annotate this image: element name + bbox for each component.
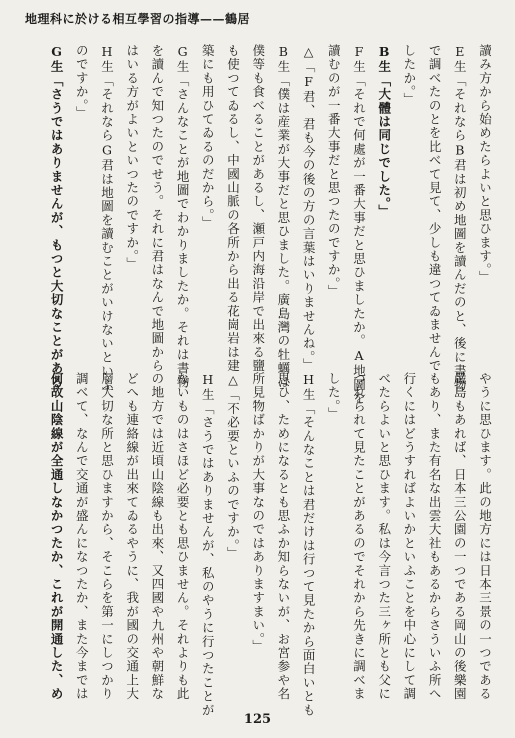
text-column: 所見物ばかりが大事なのではありますまい。」 — [250, 372, 266, 654]
text-column: H生「それならG君は地圖を讀むことがいけないといふ — [99, 44, 115, 392]
text-column: H生「さうではありませんが、私のやうに行つたことが — [200, 372, 216, 717]
text-column: つれられて見たことがあるのでそれから先きに調べま — [351, 372, 367, 701]
text-column: △「F君、君も今の後の方の言葉はいりませんね。」 — [301, 44, 317, 372]
text-column: も使つてゐるし、中國山脈の各所から出る花崗岩は建 — [225, 44, 241, 373]
text-column: B生「大體は同じでした。」 — [376, 44, 392, 219]
text-column: で調べたのとを比べて見て、少しも違つてゐませんで — [427, 44, 443, 373]
text-column: 僕等も食べることがあるし、瀬戸内海沿岸で出來る鹽 — [250, 44, 266, 373]
text-column: 行くにはどうすればよいかといふことを中心にして調 — [401, 372, 417, 701]
text-column: やうに思ひます。此の地方には日本三景の一つである — [477, 372, 493, 701]
text-column: した。」 — [326, 372, 342, 421]
text-column: べたらよいと思ひます。私は今言つた三ヶ所とも父に — [376, 372, 392, 701]
text-column: もあり、また有名な出雲大社もあるからさういふ所へ — [427, 372, 443, 701]
text-column: 層大切な所と思ひますから、そこらを第一にしつかり — [99, 372, 115, 701]
text-column: 思ひ、ためになるとも思ふか知らないが、お宮参や名 — [275, 372, 291, 701]
text-column: のですか。」 — [74, 44, 90, 120]
running-header: 地理科に於ける相互學習の指導——鶴居 — [25, 12, 251, 26]
text-column: 嚴島もあれば、日本三公園の一つである岡山の後樂園 — [452, 372, 468, 701]
text-column: F生「それで何處が一番大事だと思ひましたか。A地圖を — [351, 44, 367, 406]
text-column: H生「そんなことは君だけは行つて見たから面白いとも — [301, 372, 317, 717]
text-column: したか。」 — [401, 44, 417, 107]
text-column: の地方では近頃山陰線も出來、又四國や九州や朝鮮な — [149, 372, 165, 701]
text-column: 何故山陰線が全通しなかつたか、これが開通した、め — [49, 372, 65, 701]
text-column: はいる方がよいといつたのですか。」 — [124, 44, 140, 271]
text-column: ないものはさほど必要とも思ひません。それよりも此 — [175, 372, 191, 701]
page-number: 125 — [243, 712, 272, 727]
text-column: △「不必要といふのですか。」 — [225, 372, 241, 561]
text-column: どへも連絡線が出來てゐるやうに、我が國の交通上大 — [124, 372, 140, 701]
text-column: 讀み方から始めたらよいと思ひます。」 — [477, 44, 493, 285]
text-column: G生「さうではありませんが、もつと大切なことがある — [49, 44, 65, 389]
text-column: 築にも用ひてゐるのだから。」 — [200, 44, 216, 230]
text-column: を讀んで知つたのでせう。それに君はなんで地圖から — [149, 44, 165, 373]
text-column: 調べて、なんで交通が盛んになつたか、また今までは — [74, 372, 90, 701]
text-column: G生「さんなことが地圖でわかりましたか。それは書物 — [175, 44, 191, 389]
text-column: E生「それならB君は初め地圖を讀んだのと、後に書物 — [452, 44, 468, 392]
text-column: 讀むのが一番大事だと思つたのですか。」 — [326, 44, 342, 299]
text-column: B生「僕は産業が大事だと思ひました。廣島灣の牡蠣は — [275, 44, 291, 389]
